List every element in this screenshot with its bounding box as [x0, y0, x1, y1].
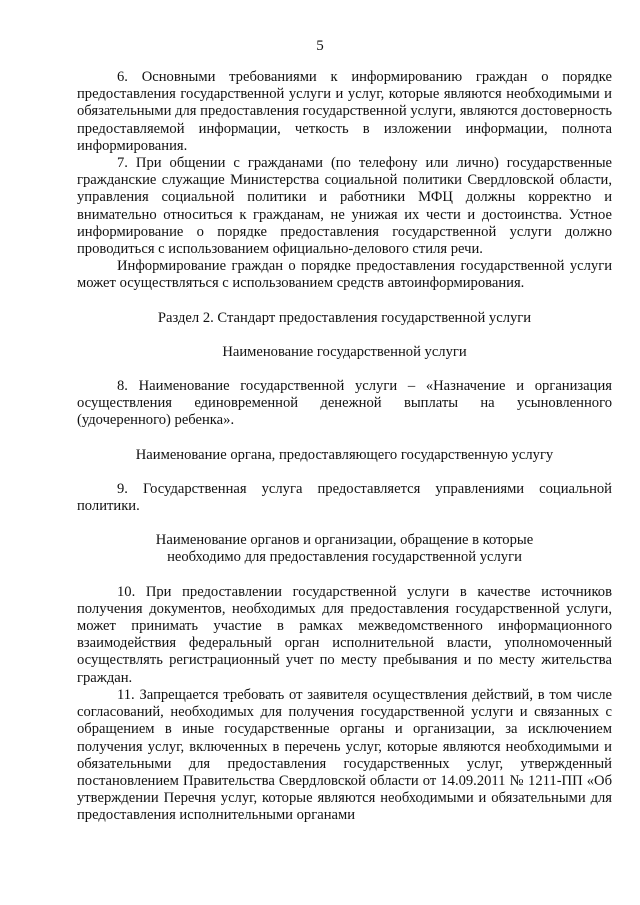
paragraph-8: 8. Наименование государственной услуги – «Назначение и организация осуществления единовременной денежной выплаты на усыновленного (удочеренного) ребенка».: [77, 378, 612, 429]
paragraph-6: 6. Основными требованиями к информированию граждан о порядке предоставления государственной услуги и услуг, которые являются необходимыми и обязательными для предоставления государственной услуги, являются достоверность предоставляемой информации, четкость в изложении информации, полнота информирования.: [77, 69, 612, 154]
heading-providing-organ: Наименование органа, предоставляющего государственную услугу: [135, 446, 554, 463]
page-number: 5: [316, 38, 324, 54]
paragraph-9: 9. Государственная услуга предоставляется управлениями социальной политики.: [77, 480, 612, 515]
document-body: [77, 69, 612, 825]
paragraph-7: 7. При общении с гражданами (по телефону или лично) государственные гражданские служащие Министерства социальной политики Свердловской области, управления социальной политики и работники МФЦ должны корректно и внимательно относиться к гражданам, не унижая их чести и достоинства. Устное информирование о порядке предоставления государственной услуги должно проводиться с использованием официально-делового стиля речи.: [77, 155, 612, 258]
paragraph-11: 11. Запрещается требовать от заявителя осуществления действий, в том числе согласований, необходимых для получения государственной услуги и связанных с обращением в иные государственные органы и организации, за исключением получения услуг, включенных в перечень услуг, которые являются необходимыми и обязательными для предоставления государственных услуг, утвержденный постановлением Правительства Свердловской области от 14.09.2011 № 1211-ПП «Об утверждении Перечня услуг, которые являются необходимыми и обязательными для предоставления исполнительными органами: [77, 686, 612, 824]
heading-service-name: Наименование государственной услуги: [222, 343, 467, 360]
section-title: Раздел 2. Стандарт предоставления государственной услуги: [157, 309, 532, 326]
heading-organs-line-1: Наименование органов и организации, обращение в которые: [155, 532, 534, 549]
heading-organs-line-2: необходимо для предоставления государственной услуги: [167, 549, 522, 566]
paragraph-10: 10. При предоставлении государственной услуги в качестве источников получения документов, необходимых для предоставления государственной услуги, может принимать участие в рамках межведомственного информационного взаимодействия федеральный орган исполнительной власти, уполномоченный осуществлять регистрационный учет по месту пребывания и по месту жительства граждан.: [77, 583, 612, 686]
paragraph-autoinform: Информирование граждан о порядке предоставления государственной услуги может осуществляться с использованием средств автоинформирования.: [77, 258, 612, 292]
